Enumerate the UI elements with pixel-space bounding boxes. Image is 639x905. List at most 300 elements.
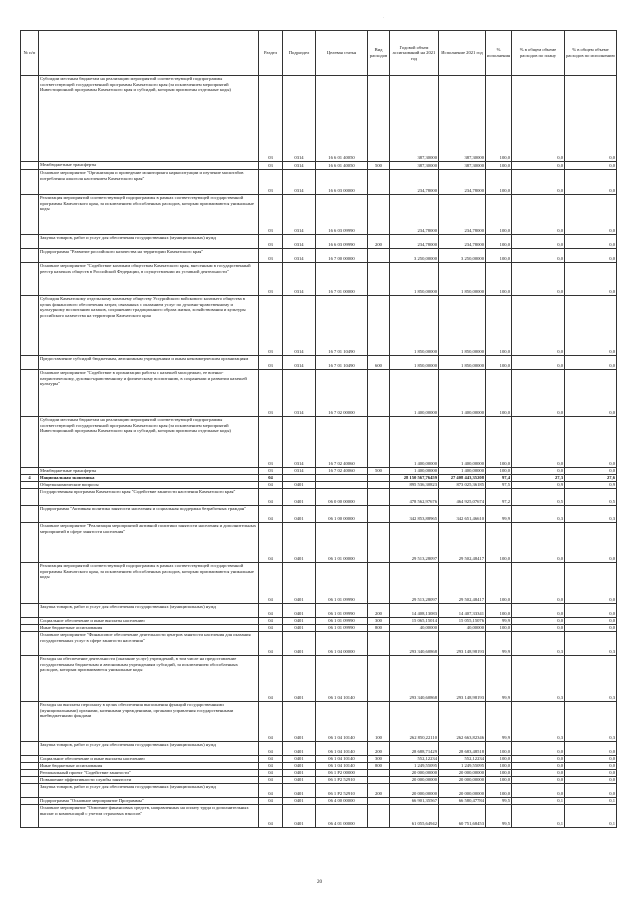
row-pct: 100,0 [486, 263, 512, 296]
row-csr: 06 1 01 09990 [316, 604, 368, 618]
header-razdel: Раздел [259, 31, 283, 76]
row-pct: 100,0 [486, 76, 512, 162]
row-plan: 28 150 567,76459 [390, 475, 439, 482]
row-num [21, 742, 39, 756]
row-fact: 293 148,98193 [439, 656, 486, 702]
row-pct: 99,5 [486, 805, 512, 828]
row-num [21, 235, 39, 249]
row-num [21, 625, 39, 632]
header-share-plan: % в общем объеме расходов по плану [512, 31, 565, 76]
row-fact: 1 400,00000 [439, 370, 486, 417]
row-plan: 895 536,30823 [390, 482, 439, 489]
row-csr: 16 6 03 00000 [316, 170, 368, 195]
row-vr [368, 563, 390, 604]
table-row [21, 263, 617, 296]
row-fact: 1 400,00000 [439, 417, 486, 468]
row-csr: 06 4 01 00000 [316, 805, 368, 828]
row-razdel: 04 [259, 625, 283, 632]
row-vr [368, 523, 390, 563]
row-vr: 200 [368, 604, 390, 618]
row-razdel: 04 [259, 632, 283, 656]
row-plan: 1 850,00000 [390, 296, 439, 356]
row-name: Расходы на обеспечение деятельности (оказание услуг) учреждений, в том числе на предоставление государственным бюджетным и автономным учреждениям субсидий, за исключением обособленных расходов, которым присваиваются уникальные коды [39, 656, 259, 702]
row-podrazdel: 0401 [283, 523, 316, 563]
row-csr: 06 0 00 00000 [316, 489, 368, 506]
row-vr [368, 195, 390, 235]
row-share-plan: 0,3 [512, 632, 565, 656]
row-plan: 552,12234 [390, 756, 439, 763]
row-share-plan: 0,0 [512, 296, 565, 356]
row-plan: 15 065,15014 [390, 618, 439, 625]
row-podrazdel: 0314 [283, 468, 316, 475]
row-plan: 29 513,28097 [390, 563, 439, 604]
row-plan: 1 249,55095 [390, 763, 439, 770]
row-plan: 293 340,60868 [390, 632, 439, 656]
header-pct: % исполнения [486, 31, 512, 76]
row-share-plan: 0,3 [512, 702, 565, 742]
row-vr: 600 [368, 356, 390, 370]
row-csr: 06 1 04 10140 [316, 763, 368, 770]
row-razdel: 03 [259, 263, 283, 296]
row-share-fact: 0,0 [565, 763, 617, 770]
row-vr: 500 [368, 162, 390, 170]
row-podrazdel: 0401 [283, 777, 316, 784]
table-row [21, 656, 617, 702]
row-vr: 100 [368, 702, 390, 742]
row-razdel: 04 [259, 506, 283, 523]
row-razdel: 03 [259, 356, 283, 370]
row-share-fact: 0,3 [565, 632, 617, 656]
row-podrazdel: 0401 [283, 506, 316, 523]
row-pct: 100,0 [486, 170, 512, 195]
row-share-fact: 0,0 [565, 296, 617, 356]
row-name: Предоставление субсидий бюджетным, автономным учреждениям и иным некоммерческим организациям [39, 356, 259, 370]
row-fact: 1 850,00000 [439, 296, 486, 356]
row-pct: 97,2 [486, 489, 512, 506]
row-vr [368, 296, 390, 356]
row-podrazdel: 0401 [283, 563, 316, 604]
row-pct: 100,0 [486, 162, 512, 170]
row-share-fact: 0,0 [565, 263, 617, 296]
row-pct: 97,4 [486, 475, 512, 482]
row-name: Субсидии местным бюджетам на реализацию мероприятий соответствующей подпрограммы соответствующей государственной программы Камчатского края (за исключением мероприятий Инвестиционной программы Камчатского края и субсидий, которым присвоены отдельные коды) [39, 417, 259, 468]
row-pct: 100,0 [486, 763, 512, 770]
row-name: Закупка товаров, работ и услуг для обеспечения государственных (муниципальных) нужд [39, 742, 259, 756]
row-razdel: 03 [259, 235, 283, 249]
row-name: Социальное обеспечение и иные выплаты населению [39, 618, 259, 625]
row-num [21, 798, 39, 805]
row-podrazdel: 0401 [283, 742, 316, 756]
row-num [21, 523, 39, 563]
row-share-plan: 0,0 [512, 468, 565, 475]
row-fact: 1 850,00000 [439, 263, 486, 296]
row-share-plan: 0,0 [512, 76, 565, 162]
row-vr: 800 [368, 763, 390, 770]
row-share-plan: 0,0 [512, 417, 565, 468]
row-razdel: 04 [259, 742, 283, 756]
table-row [21, 506, 617, 523]
row-csr: 06 1 00 00000 [316, 506, 368, 523]
row-name: Межбюджетные трансферты [39, 162, 259, 170]
row-csr: 16 6 03 09990 [316, 235, 368, 249]
row-podrazdel: 0401 [283, 482, 316, 489]
row-fact: 20 000,00000 [439, 770, 486, 777]
row-plan: 387,30000 [390, 162, 439, 170]
row-num [21, 506, 39, 523]
table-row [21, 235, 617, 249]
row-plan: 234,78000 [390, 235, 439, 249]
row-share-fact: 0,9 [565, 482, 617, 489]
table-row [21, 632, 617, 656]
row-csr: 16 6 01 40050 [316, 162, 368, 170]
row-csr: 16 7 02 40060 [316, 468, 368, 475]
row-share-fact: 0,1 [565, 805, 617, 828]
row-podrazdel: 0401 [283, 805, 316, 828]
row-csr: 16 7 01 10490 [316, 356, 368, 370]
row-num [21, 784, 39, 798]
row-csr: 06 1 01 00000 [316, 523, 368, 563]
row-name: Иные бюджетные ассигнования [39, 625, 259, 632]
row-name: Основное мероприятие "Содействие казачьим обществам Камчатского края, внесенным в государственный реестр казачьих обществ в Российской Федерации, в осуществлении их уставной деятельности" [39, 263, 259, 296]
row-razdel: 04 [259, 770, 283, 777]
row-csr: 16 7 00 00000 [316, 249, 368, 263]
row-csr: 06 1 04 00000 [316, 632, 368, 656]
row-vr: 200 [368, 235, 390, 249]
table-row [21, 76, 617, 162]
table-row [21, 170, 617, 195]
row-share-plan: 0,0 [512, 604, 565, 618]
header-num: № п/п [21, 31, 39, 76]
row-plan: 478 562,97676 [390, 489, 439, 506]
row-share-plan: 27,3 [512, 475, 565, 482]
row-fact: 234,78000 [439, 235, 486, 249]
row-share-plan: 0,0 [512, 162, 565, 170]
header-fact: Исполнение 2021 год [439, 31, 486, 76]
table-header-row [21, 31, 617, 76]
row-fact: 3 250,00000 [439, 249, 486, 263]
row-share-fact: 0,0 [565, 235, 617, 249]
row-fact: 464 925,07674 [439, 489, 486, 506]
row-name: Повышение эффективности службы занятости [39, 777, 259, 784]
row-podrazdel: 0401 [283, 625, 316, 632]
row-razdel: 04 [259, 656, 283, 702]
row-plan: 66 901,35567 [390, 798, 439, 805]
header-vr: Вид расходов [368, 31, 390, 76]
table-row [21, 523, 617, 563]
row-vr [368, 76, 390, 162]
table-row [21, 195, 617, 235]
row-plan: 234,78000 [390, 170, 439, 195]
row-pct: 99,5 [486, 798, 512, 805]
row-name: Реализация мероприятий соответствующей подпрограммы в рамках соответствующей государственной программы Камчатского края, за исключением обособленных расходов, которым присваиваются уникальные коды [39, 195, 259, 235]
row-fact: 342 651,46610 [439, 506, 486, 523]
row-razdel: 03 [259, 170, 283, 195]
row-fact: 262 663,82346 [439, 702, 486, 742]
table-row [21, 482, 617, 489]
table-row [21, 604, 617, 618]
row-fact: 60 751,68453 [439, 805, 486, 828]
row-podrazdel: 0401 [283, 756, 316, 763]
table-row [21, 770, 617, 777]
table-row [21, 417, 617, 468]
row-razdel: 04 [259, 604, 283, 618]
row-plan: 61 055,64942 [390, 805, 439, 828]
row-fact: 293 148,98193 [439, 632, 486, 656]
row-pct: 100,0 [486, 468, 512, 475]
row-share-plan: 0,0 [512, 563, 565, 604]
row-csr [316, 475, 368, 482]
row-share-fact: 27,6 [565, 475, 617, 482]
row-share-fact: 0,3 [565, 656, 617, 702]
row-plan: 262 850,22110 [390, 702, 439, 742]
row-pct: 99,9 [486, 632, 512, 656]
row-num [21, 702, 39, 742]
row-pct: 100,0 [486, 249, 512, 263]
row-razdel: 04 [259, 777, 283, 784]
row-num [21, 296, 39, 356]
row-num [21, 263, 39, 296]
table-row [21, 742, 617, 756]
row-csr [316, 482, 368, 489]
row-podrazdel: 0314 [283, 296, 316, 356]
row-vr [368, 170, 390, 195]
row-csr: 16 6 01 40050 [316, 76, 368, 162]
row-csr: 06 1 04 10140 [316, 656, 368, 702]
page-number: 20 [317, 880, 322, 885]
row-name: Основное мероприятие "Финансовое обеспечение деятельности центров занятости населения для оказания государственных услуг в сфере занятости населения" [39, 632, 259, 656]
row-plan: 1 400,00000 [390, 468, 439, 475]
row-podrazdel: 0401 [283, 618, 316, 625]
table-row [21, 249, 617, 263]
table-row [21, 489, 617, 506]
row-num [21, 76, 39, 162]
table-row [21, 756, 617, 763]
row-share-fact: 0,0 [565, 170, 617, 195]
row-name: Субсидии местным бюджетам на реализацию мероприятий соответствующей подпрограммы соответствующей государственной программы Камчатского края (за исключением мероприятий Инвестиционной программы Камчатского края и субсидий, которым присвоены отдельные коды) [39, 76, 259, 162]
table-row [21, 777, 617, 784]
row-name: Подпрограмма "Активная политика занятости населения и социальная поддержка безработных граждан" [39, 506, 259, 523]
row-fact: 387,30000 [439, 162, 486, 170]
table-row [21, 370, 617, 417]
row-fact: 29 502,48417 [439, 523, 486, 563]
row-razdel: 03 [259, 296, 283, 356]
row-vr [368, 370, 390, 417]
row-pct: 100,0 [486, 235, 512, 249]
row-vr [368, 417, 390, 468]
row-podrazdel: 0401 [283, 763, 316, 770]
row-razdel: 03 [259, 370, 283, 417]
row-share-plan: 0,0 [512, 370, 565, 417]
row-vr: 200 [368, 784, 390, 798]
row-vr [368, 656, 390, 702]
row-pct: 100,0 [486, 523, 512, 563]
row-plan: 3 250,00000 [390, 249, 439, 263]
row-share-fact: 0,0 [565, 618, 617, 625]
row-name: Закупка товаров, работ и услуг для обеспечения государственных (муниципальных) нужд [39, 235, 259, 249]
row-razdel: 04 [259, 763, 283, 770]
row-razdel: 04 [259, 489, 283, 506]
row-share-fact: 0,0 [565, 604, 617, 618]
row-csr: 06 1 01 09990 [316, 618, 368, 625]
row-share-plan: 0,0 [512, 523, 565, 563]
row-razdel: 04 [259, 475, 283, 482]
row-fact: 66 580,47784 [439, 798, 486, 805]
row-vr [368, 777, 390, 784]
row-name: Межбюджетные трансферты [39, 468, 259, 475]
table-row [21, 296, 617, 356]
row-share-plan: 0,0 [512, 263, 565, 296]
row-share-fact: 0,0 [565, 777, 617, 784]
row-csr: 06 1 P2 52910 [316, 784, 368, 798]
row-share-plan: 0,1 [512, 798, 565, 805]
row-podrazdel: 0314 [283, 76, 316, 162]
row-razdel: 04 [259, 805, 283, 828]
row-share-fact: 0,0 [565, 625, 617, 632]
row-share-plan: 0,0 [512, 618, 565, 625]
table-row [21, 563, 617, 604]
row-share-fact: 0,0 [565, 76, 617, 162]
row-razdel: 04 [259, 756, 283, 763]
row-num [21, 632, 39, 656]
row-pct: 100,0 [486, 625, 512, 632]
row-pct: 100,0 [486, 563, 512, 604]
budget-document-page [20, 30, 616, 828]
row-pct: 99,9 [486, 506, 512, 523]
row-num [21, 195, 39, 235]
table-row [21, 162, 617, 170]
row-fact: 29 502,48417 [439, 563, 486, 604]
row-pct: 100,0 [486, 370, 512, 417]
row-name: Закупка товаров, работ и услуг для обеспечения государственных (муниципальных) нужд [39, 604, 259, 618]
row-share-plan: 0,0 [512, 742, 565, 756]
row-num [21, 162, 39, 170]
row-podrazdel: 0401 [283, 489, 316, 506]
row-share-fact: 0,0 [565, 195, 617, 235]
row-podrazdel: 0314 [283, 195, 316, 235]
row-csr: 06 1 04 10140 [316, 756, 368, 763]
row-pct: 100,0 [486, 742, 512, 756]
row-share-plan: 0,0 [512, 356, 565, 370]
row-share-plan: 0,5 [512, 489, 565, 506]
row-name: Основное мероприятие "Содействие в организации работы с казачьей молодежью, ее военно-патриотическому, духовно-нравственному и физическому воспитанию, в сохранении и развитии казачьей культуры" [39, 370, 259, 417]
row-fact: 1 850,00000 [439, 356, 486, 370]
row-share-plan: 0,9 [512, 482, 565, 489]
row-podrazdel: 0401 [283, 702, 316, 742]
row-share-fact: 0,0 [565, 249, 617, 263]
row-vr: 500 [368, 468, 390, 475]
row-fact: 552,12234 [439, 756, 486, 763]
row-share-fact: 0,0 [565, 468, 617, 475]
row-share-fact: 0,0 [565, 370, 617, 417]
row-pct: 100,0 [486, 356, 512, 370]
row-podrazdel: 0401 [283, 784, 316, 798]
row-num: 4 [21, 475, 39, 482]
row-share-fact: 0,5 [565, 489, 617, 506]
row-plan: 293 340,60868 [390, 656, 439, 702]
row-name: Общеэкономические вопросы [39, 482, 259, 489]
row-podrazdel: 0401 [283, 604, 316, 618]
row-podrazdel: 0314 [283, 162, 316, 170]
page-mark: . [383, 14, 384, 19]
row-csr: 06 1 P2 00000 [316, 770, 368, 777]
row-share-plan: 0,0 [512, 763, 565, 770]
row-podrazdel: 0314 [283, 249, 316, 263]
row-name: Субсидия Камчатскому отдельскому казачьему обществу Уссурийского войскового казачьего общества в целях финансового обеспечения затрат, связанных с оказанием услуг по духовно-нравственному и культурному воспитанию казаков, сохранению традиционного образа жизни, хозяйствования и культуры российского казачества на территории Камчатского края [39, 296, 259, 356]
row-pct: 100,0 [486, 417, 512, 468]
row-podrazdel: 0314 [283, 370, 316, 417]
row-plan: 387,30000 [390, 76, 439, 162]
row-podrazdel: 0401 [283, 770, 316, 777]
row-plan: 20 000,00000 [390, 777, 439, 784]
row-num [21, 777, 39, 784]
header-csr: Целевая статья [316, 31, 368, 76]
row-vr [368, 249, 390, 263]
row-razdel: 03 [259, 249, 283, 263]
table-row [21, 763, 617, 770]
row-plan: 234,78000 [390, 195, 439, 235]
row-razdel: 04 [259, 618, 283, 625]
budget-table [20, 30, 617, 828]
table-row [21, 798, 617, 805]
row-share-fact: 0,0 [565, 417, 617, 468]
row-podrazdel: 0314 [283, 356, 316, 370]
row-pct: 99,9 [486, 702, 512, 742]
row-num [21, 468, 39, 475]
row-share-plan: 0,3 [512, 656, 565, 702]
row-razdel: 04 [259, 523, 283, 563]
row-name: Основное мероприятие "Освоение финансовых средств, направленных на оплату труда и дополнительных выплат и компенсаций с учетом страховых взносов" [39, 805, 259, 828]
row-csr: 16 7 02 00000 [316, 370, 368, 417]
row-num [21, 482, 39, 489]
table-row [21, 784, 617, 798]
row-fact: 15 055,15076 [439, 618, 486, 625]
row-share-fact: 0,0 [565, 563, 617, 604]
row-share-fact: 0,0 [565, 742, 617, 756]
row-pct: 99,9 [486, 618, 512, 625]
row-fact: 234,78000 [439, 195, 486, 235]
header-name [39, 31, 259, 76]
row-csr: 06 1 P2 52910 [316, 777, 368, 784]
table-row [21, 805, 617, 828]
row-share-plan: 0,0 [512, 170, 565, 195]
row-razdel: 04 [259, 784, 283, 798]
row-share-plan: 0,0 [512, 235, 565, 249]
row-name: Основное мероприятие "Организация и проведение мониторинга наркоситуации и изучение масштабов потребления алкоголя населением Камчатского края" [39, 170, 259, 195]
row-pct: 100,0 [486, 195, 512, 235]
row-num [21, 604, 39, 618]
row-plan: 1 400,00000 [390, 417, 439, 468]
row-fact: 873 025,36185 [439, 482, 486, 489]
row-share-plan: 0,0 [512, 770, 565, 777]
row-share-plan: 0,3 [512, 506, 565, 523]
row-fact: 20 000,00000 [439, 777, 486, 784]
row-pct: 100,0 [486, 770, 512, 777]
table-row [21, 468, 617, 475]
row-vr [368, 770, 390, 777]
row-plan: 20 000,00000 [390, 770, 439, 777]
row-csr: 06 1 01 09990 [316, 625, 368, 632]
header-plan: Годовой объем ассигнований на 2021 год [390, 31, 439, 76]
row-vr [368, 798, 390, 805]
row-podrazdel: 0314 [283, 170, 316, 195]
row-plan: 1 850,00000 [390, 356, 439, 370]
row-razdel: 03 [259, 417, 283, 468]
row-plan: 20 000,00000 [390, 784, 439, 798]
row-share-fact: 0,0 [565, 770, 617, 777]
row-csr: 16 7 01 10490 [316, 296, 368, 356]
row-vr [368, 475, 390, 482]
row-num [21, 805, 39, 828]
